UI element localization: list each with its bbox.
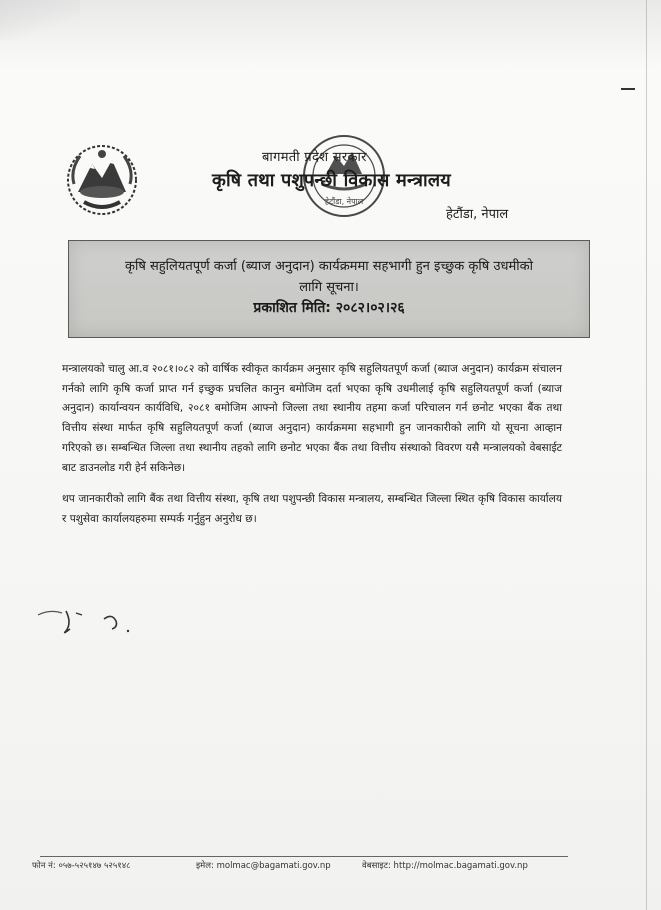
- stamp-text: हेटौंडा, नेपाल: [324, 197, 364, 206]
- ministry-name: कृषि तथा पशुपन्छी विकास मन्त्रालय: [212, 170, 451, 191]
- footer-phone: फोन नं: ०५७-५२५१४७ ५२५१४८: [32, 861, 131, 871]
- page-edge: [646, 0, 647, 910]
- body-paragraph-2: थप जानकारीको लागि बैंक तथा वित्तीय संस्था, कृषि तथा पशुपन्छी विकास मन्त्रालय, सम्बन्धित जिल्ला स्थित कृषि विकास कार्यालय र पशुसेवा कार्यालयहरुमा सम्पर्क गर्नुहुन अनुरोध छ।: [62, 493, 562, 525]
- footer-email: इमेल: molmac@bagamati.gov.np: [196, 861, 331, 871]
- signature-icon: [36, 605, 146, 641]
- margin-mark: [621, 88, 635, 90]
- notice-body: [62, 360, 562, 530]
- published-date: प्रकाशित मिति: २०८२।०२।२६: [253, 300, 405, 316]
- notice-title-box: [68, 240, 590, 338]
- office-location: हेटौंडा, नेपाल: [446, 207, 509, 222]
- page-corner-shadow: [0, 0, 80, 40]
- footer-website: वेबसाइट: http://molmac.bagamati.gov.np: [362, 861, 528, 871]
- notice-title-line1: कृषि सहुलियतपूर्ण कर्जा (ब्याज अनुदान) कार्यक्रममा सहभागी हुन इच्छुक कृषि उधमीको: [124, 259, 533, 274]
- government-emblem-icon: [62, 140, 142, 220]
- footer-divider: [40, 856, 568, 857]
- notice-title-line2: लागि सूचना।: [299, 280, 359, 295]
- government-name: बागमती प्रदेश सरकार: [262, 150, 367, 165]
- body-paragraph-1: मन्त्रालयको चालु आ.व २०८१।०८२ को वार्षिक स्वीकृत कार्यक्रम अनुसार कृषि सहुलियतपूर्ण कर्जा (ब्याज अनुदान) कार्यक्रम संचालन गर्नको लागि कृषि कर्जा प्राप्त गर्न इच्छुक प्रचलित कानुन बमोजिम दर्ता भएका कृषि उधमीलाई कृषि सहुलियतपूर्ण कर्जा (ब्याज अनुदान) कार्यान्वयन कार्यविधि, २०८१ बमोजिम आफ्नो जिल्ला तथा स्थानीय तहमा कर्जा परिचालन गर्न छनोट भएका बैंक तथा वित्तीय संस्था मार्फत कृषि सहुलियतपूर्ण कर्जा (ब्याज अनुदान) कार्यक्रममा सहभागी हुन जानकारीको लागि यो सूचना आव्हान गरिएको छ। सम्बन्धित जिल्ला तथा स्थानीय तहको लागि छनोट भएका बैंक तथा वित्तीय संस्थाको विवरण यसै मन्त्रालयको वेबसाईट बाट डाउनलोड गरी हेर्न सकिनेछ।: [62, 363, 562, 474]
